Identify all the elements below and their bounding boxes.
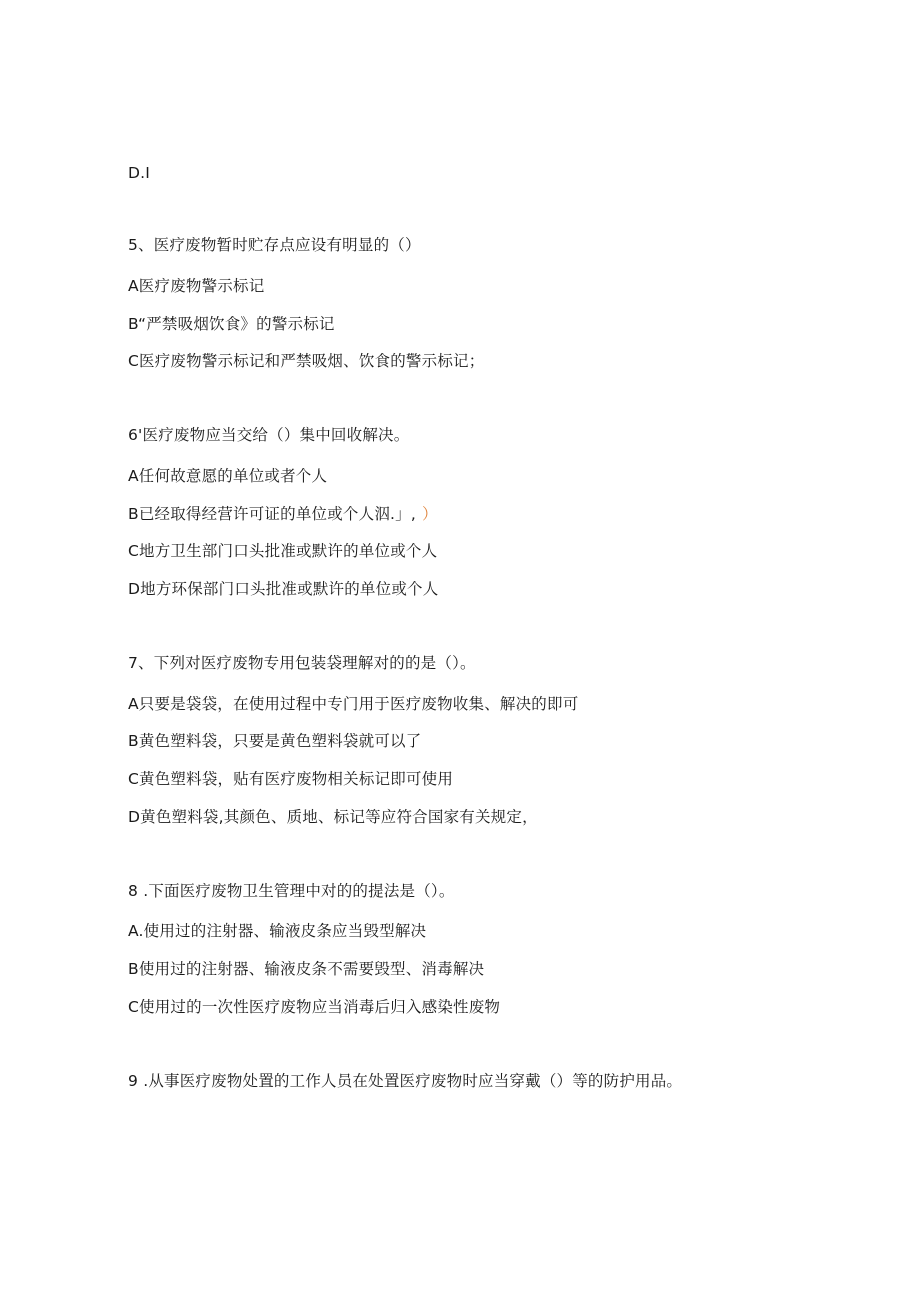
q8-option-c: C使用过的一次性医疗废物应当消毒后归入感染性废物: [128, 998, 501, 1016]
q7-option-b: B黄色塑料袋，只要是黄色塑料袋就可以了: [128, 732, 422, 750]
q8-option-b: B使用过的注射器、输液皮条不需要毁型、消毒解决: [128, 960, 485, 978]
q8-option-a: A.使用过的注射器、输液皮条应当毁型解决: [128, 922, 427, 940]
question-6: 6'医疗废物应当交给（）集中回收解决。: [128, 426, 410, 444]
question-5: 5、医疗废物暂时贮存点应设有明显的（）: [128, 236, 421, 254]
q5-option-b: B“严禁吸烟饮食》的警示标记: [128, 315, 335, 333]
question-7: 7、下列对医疗废物专用包装袋理解对的的是（）。: [128, 654, 476, 672]
q5-option-c: C医疗废物警示标记和严禁吸烟、饮食的警示标记；: [128, 352, 485, 370]
orange-paren-mark: ）: [422, 505, 438, 523]
line-d-option-prev: D.I: [128, 164, 151, 182]
q6-option-b: B已经取得经营许可证的单位或个人泅.」,: [128, 505, 416, 523]
question-9: 9 .从事医疗废物处置的工作人员在处置医疗废物时应当穿戴（）等的防护用品。: [128, 1072, 683, 1090]
q7-option-d: D黄色塑料袋,其颜色、质地、标记等应符合国家有关规定，: [128, 808, 538, 826]
q6-option-b-row: [128, 504, 438, 524]
question-8: 8 .下面医疗废物卫生管理中对的的提法是（）。: [128, 882, 455, 900]
q5-option-a: A医疗废物警示标记: [128, 277, 265, 295]
q6-option-c: C地方卫生部门口头批准或默许的单位或个人: [128, 542, 438, 560]
q6-option-d: D地方环保部门口头批准或默许的单位或个人: [128, 580, 439, 598]
q7-option-c: C黄色塑料袋，贴有医疗废物相关标记即可使用: [128, 770, 454, 788]
q7-option-a: A只要是袋袋，在使用过程中专门用于医疗废物收集、解决的即可: [128, 695, 579, 713]
q6-option-a: A任何故意愿的单位或者个人: [128, 467, 328, 485]
